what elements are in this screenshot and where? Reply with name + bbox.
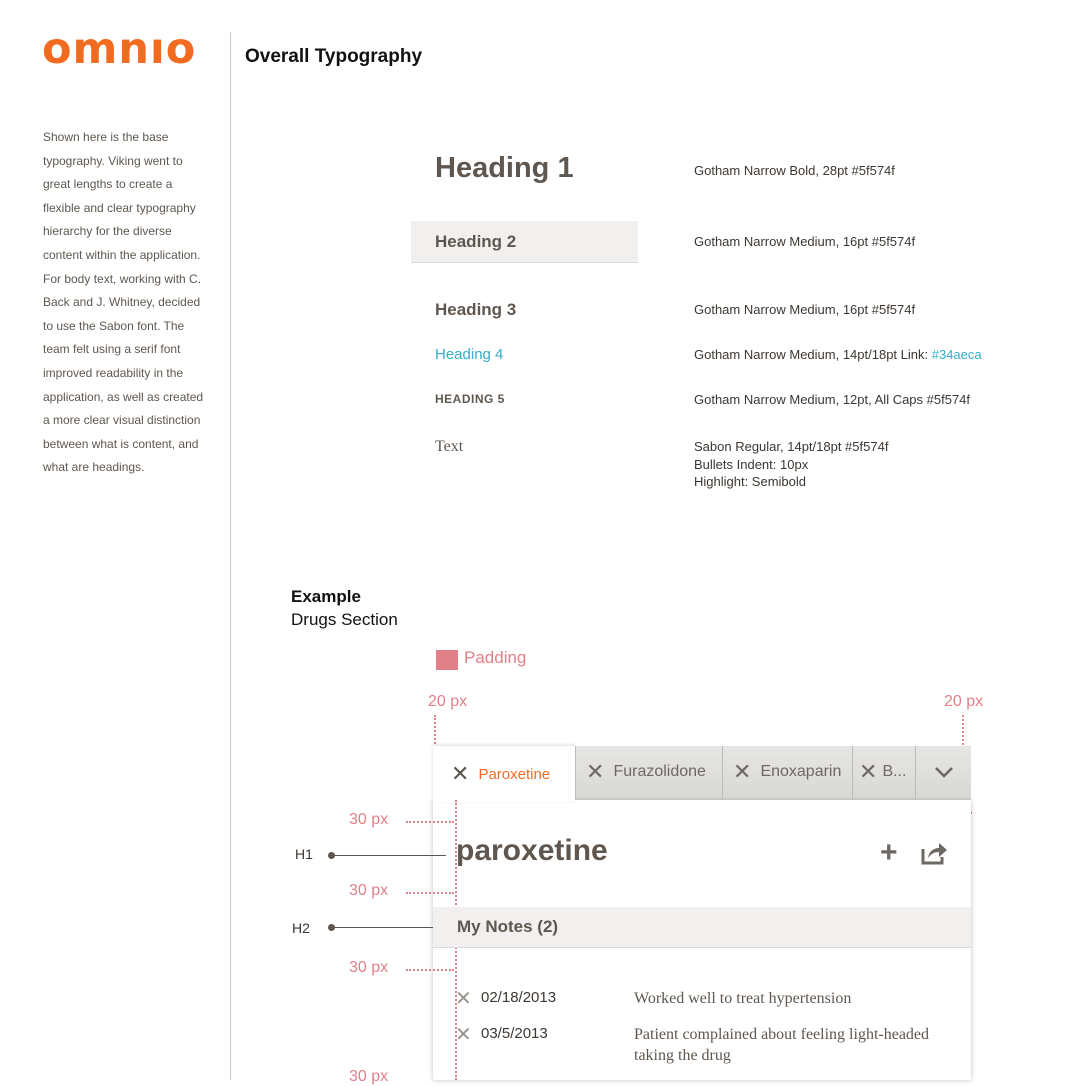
padding-legend-label: Padding <box>464 648 527 667</box>
note-date: 02/18/2013 <box>481 989 557 1006</box>
text-spec <box>694 438 888 491</box>
add-icon[interactable]: + <box>880 836 898 869</box>
close-icon[interactable]: ✕ <box>451 761 470 786</box>
h1-leader-label: H1 <box>295 846 313 862</box>
text-sample: Text <box>435 438 464 455</box>
tab-overflow-button[interactable] <box>915 746 971 800</box>
delete-note-icon[interactable]: ✕ <box>455 1024 472 1046</box>
padding-swatch <box>436 650 458 670</box>
heading1-sample: Heading 1 <box>435 152 574 184</box>
chevron-down-icon <box>934 766 954 778</box>
note-text: Worked well to treat hypertension <box>634 990 852 1007</box>
intro-text: Shown here is the base typography. Viking went to great lengths to create a flexible and clear typography hierarchy for the diverse content within the application. For body text, working with C. Back and J. Whitney, decided to use the Sabon font. The team felt using a serif font improved readability in the application, as well as created a more clear visual distinction between what is content, and what are headings. <box>43 130 204 475</box>
tab-bar <box>433 746 971 800</box>
h1-leader-line <box>333 855 446 856</box>
heading4-spec: Gotham Narrow Medium, 14pt/18pt Link: <box>694 347 932 362</box>
note-text: Patient complained about feeling light-headed taking the drug <box>634 1026 930 1064</box>
heading5-sample: HEADING 5 <box>435 392 505 406</box>
close-icon[interactable]: ✕ <box>586 759 605 784</box>
heading2-spec: Gotham Narrow Medium, 16pt #5f574f <box>694 234 916 249</box>
spacing-label-left-top: 20 px <box>428 693 468 710</box>
heading2-sample: Heading 2 <box>435 232 517 251</box>
heading4-spec-row <box>694 346 982 364</box>
share-icon[interactable] <box>920 840 948 866</box>
tab-paroxetine[interactable] <box>433 746 575 802</box>
tab-label: Furazolidone <box>613 763 706 780</box>
h2-leader-line <box>333 927 446 928</box>
close-icon[interactable]: ✕ <box>733 759 752 784</box>
spacing-tick <box>406 969 454 971</box>
heading1-spec: Gotham Narrow Bold, 28pt #5f574f <box>694 163 895 178</box>
note-date: 03/5/2013 <box>481 1025 548 1042</box>
tab-truncated[interactable] <box>852 746 916 800</box>
tab-furazolidone[interactable] <box>575 746 723 800</box>
page-title: Overall Typography <box>245 46 423 67</box>
heading5-spec: Gotham Narrow Medium, 12pt, All Caps #5f574f <box>694 392 971 407</box>
example-title: Example <box>291 587 361 606</box>
delete-note-icon[interactable]: ✕ <box>455 988 472 1010</box>
example-subtitle: Drugs Section <box>291 610 398 629</box>
text-spec-line2: Bullets Indent: 10px <box>694 456 809 472</box>
spacing-label-h2-below: 30 px <box>349 959 389 976</box>
heading4-sample[interactable]: Heading 4 <box>435 346 504 363</box>
text-spec-line1: Sabon Regular, 14pt/18pt #5f574f <box>694 439 889 454</box>
notes-heading[interactable]: My Notes (2) <box>457 917 559 936</box>
heading3-sample: Heading 3 <box>435 300 517 319</box>
spacing-tick <box>406 821 454 823</box>
link-color-value: #34aeca <box>931 347 982 362</box>
sidebar-divider <box>230 32 231 1080</box>
heading3-spec: Gotham Narrow Medium, 16pt #5f574f <box>694 302 916 317</box>
omnio-logo: omnıo <box>42 24 197 74</box>
drug-name-heading: paroxetine <box>456 834 608 867</box>
tab-enoxaparin[interactable] <box>722 746 853 800</box>
spacing-label-h1-above: 30 px <box>349 811 389 828</box>
spacing-tick <box>406 892 454 894</box>
tab-label: Paroxetine <box>478 765 551 783</box>
tab-label: Enoxaparin <box>760 763 842 780</box>
close-icon[interactable]: ✕ <box>859 759 878 784</box>
text-spec-line3: Highlight: Semibold <box>694 474 807 489</box>
spacing-label-h1-below: 30 px <box>349 882 389 899</box>
tab-label: B... <box>882 763 907 780</box>
spacing-label-right-top: 20 px <box>944 693 984 710</box>
spacing-label-bottom: 30 px <box>349 1068 389 1085</box>
h2-leader-label: H2 <box>292 920 310 936</box>
